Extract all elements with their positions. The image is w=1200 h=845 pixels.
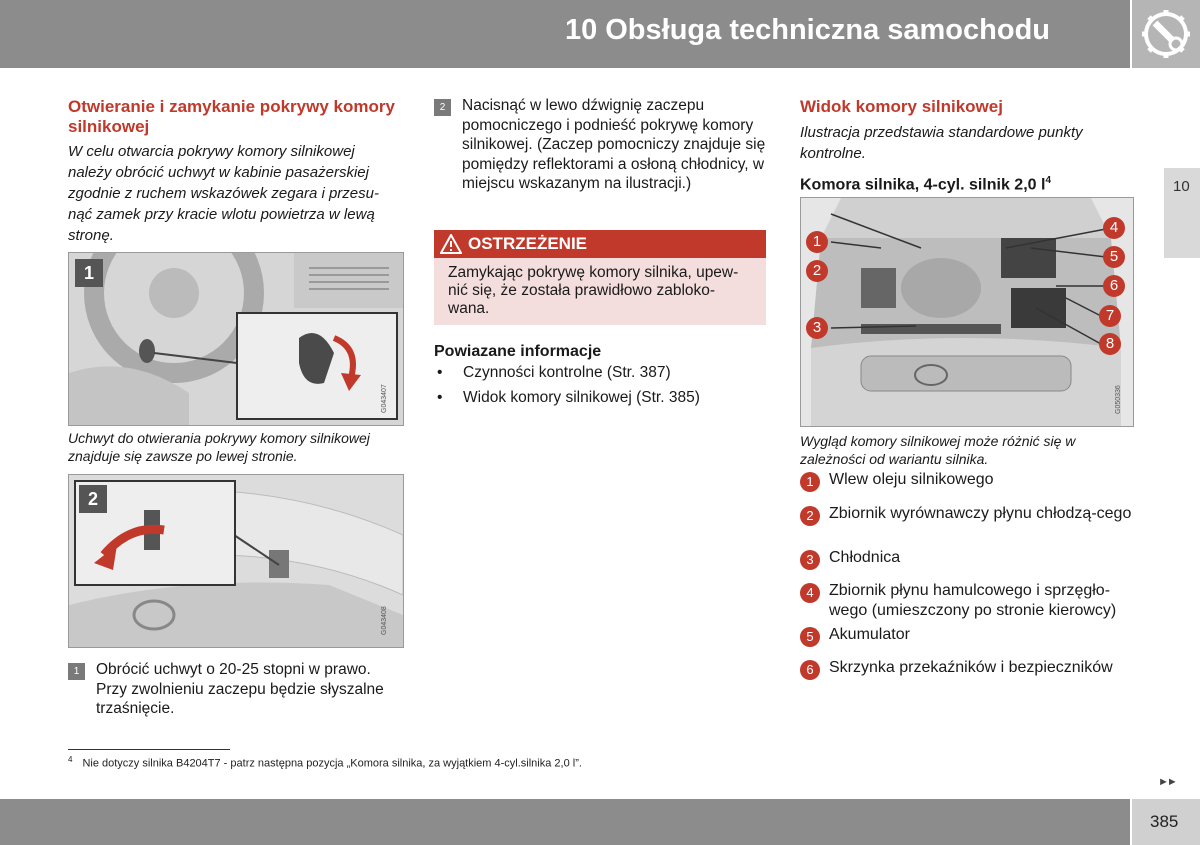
wrench-gear-icon (1132, 0, 1200, 68)
warning-header (434, 230, 766, 258)
warning-title: OSTRZEŻENIE (468, 234, 588, 253)
legend-number: 5 (800, 627, 820, 647)
legend-text: Wlew oleju silnikowego (829, 471, 994, 488)
related-link-engine-view[interactable]: • Widok komory silnikowej (Str. 385) (463, 389, 700, 407)
legend-number: 2 (800, 506, 820, 526)
caption-engine-bay: Wygląd komory silnikowej może różnić się w zależności od wariantu silnika. (800, 433, 1076, 467)
legend-number: 3 (800, 550, 820, 570)
engine-subtitle (800, 175, 1051, 194)
left-section (68, 97, 400, 246)
footnote-rule (68, 749, 230, 750)
hood-latch-illustration (69, 475, 403, 647)
photo-engine-bay (800, 197, 1134, 427)
warning-box (434, 230, 766, 325)
right-section (800, 97, 1132, 164)
section-intro: Ilustracja przedstawia standardowe punkty kontrolne. (800, 124, 1083, 162)
callout-4: 4 (1103, 217, 1125, 239)
step-text: Obrócić uchwyt o 20-25 stopni w prawo. Przy zwolnieniu zaczepu będzie słyszalne trzaśnięcie. (96, 661, 384, 717)
step-1 (68, 660, 400, 719)
callout-2: 2 (806, 260, 828, 282)
section-title-engine-view: Widok komory silnikowej (800, 97, 1003, 116)
photo-step-number: 2 (79, 485, 107, 513)
header-icon-box (1132, 0, 1200, 68)
legend-number: 1 (800, 472, 820, 492)
legend-text: Zbiornik wyrównawczy płynu chłodzą-cego (829, 505, 1132, 522)
section-title-opening-hood: Otwieranie i zamykanie pokrywy komory silnikowej (68, 97, 395, 136)
footnote-text: Nie dotyczy silnika B4204T7 - patrz następna pozycja „Komora silnika, za wyjątkiem 4-cyl.silnika 2,0 l”. (82, 757, 582, 770)
caption-handle: Uchwyt do otwierania pokrywy komory silnikowej znajduje się zawsze po lewej stronie. (68, 430, 370, 464)
legend-text: Skrzynka przekaźników i bezpieczników (829, 659, 1113, 676)
step-text: Nacisnąć w lewo dźwignię zaczepu pomocniczego i podnieść pokrywę komory silnikowej. (Zaczep pomocniczy znajduje się pomiędzy reflektorami a osłoną chłodnicy, w miejscu wskazanym na ilustracji.) (462, 97, 766, 192)
step-2 (434, 96, 766, 194)
image-code: G050336 (1115, 385, 1122, 414)
footer-bar (0, 799, 1130, 845)
callout-1: 1 (806, 231, 828, 253)
footnote-ref[interactable]: 4 (1045, 175, 1051, 186)
chapter-title: 10 Obsługa techniczna samochodu (564, 14, 1050, 46)
callout-5: 5 (1103, 246, 1125, 268)
related-info-title: Powiazane informacje (434, 343, 602, 360)
legend-text: Chłodnica (829, 549, 901, 566)
callout-8: 8 (1099, 333, 1121, 355)
photo-step-number: 1 (75, 259, 103, 287)
section-intro: W celu otwarcia pokrywy komory silnikowej należy obrócić uchwyt w kabinie pasażerskiej zgodnie z ruchem wskazówek zegara i przesu-nąć zamek przy kracie wlotu powietrza w lewą stronę. (68, 143, 379, 244)
legend-number: 4 (800, 583, 820, 603)
chapter-tab[interactable] (1164, 168, 1200, 258)
image-code: G043408 (381, 606, 388, 635)
footnote (68, 755, 582, 770)
photo-interior-handle (68, 252, 404, 426)
page-number: 385 (1150, 812, 1179, 831)
photo-hood-latch (68, 474, 404, 648)
warning-text: Zamykając pokrywę komory silnika, upew-nić się, że została prawidłowo zabloko-wana. (448, 264, 739, 317)
header-bar (0, 0, 1130, 68)
engine-bay-illustration (801, 198, 1133, 426)
legend-text: Akumulator (829, 626, 910, 643)
footnote-number: 4 (68, 755, 73, 764)
image-code: G043407 (381, 384, 388, 413)
legend-text: Zbiornik płynu hamulcowego i sprzęgło-wego (umieszczony po stronie kierowcy) (829, 582, 1117, 619)
interior-illustration (69, 253, 403, 425)
callout-6: 6 (1103, 275, 1125, 297)
chapter-tab-label: 10 (1173, 178, 1190, 195)
engine-subtitle-text: Komora silnika, 4-cyl. silnik 2,0 l (800, 176, 1046, 194)
related-link-maintenance[interactable]: • Czynności kontrolne (Str. 387) (463, 364, 671, 382)
callout-3: 3 (806, 317, 828, 339)
step-number: 2 (434, 99, 451, 116)
callout-7: 7 (1099, 305, 1121, 327)
legend-number: 6 (800, 660, 820, 680)
step-number: 1 (68, 663, 85, 680)
next-page-icon[interactable]: ►► (1158, 776, 1176, 788)
warning-icon (434, 230, 468, 263)
